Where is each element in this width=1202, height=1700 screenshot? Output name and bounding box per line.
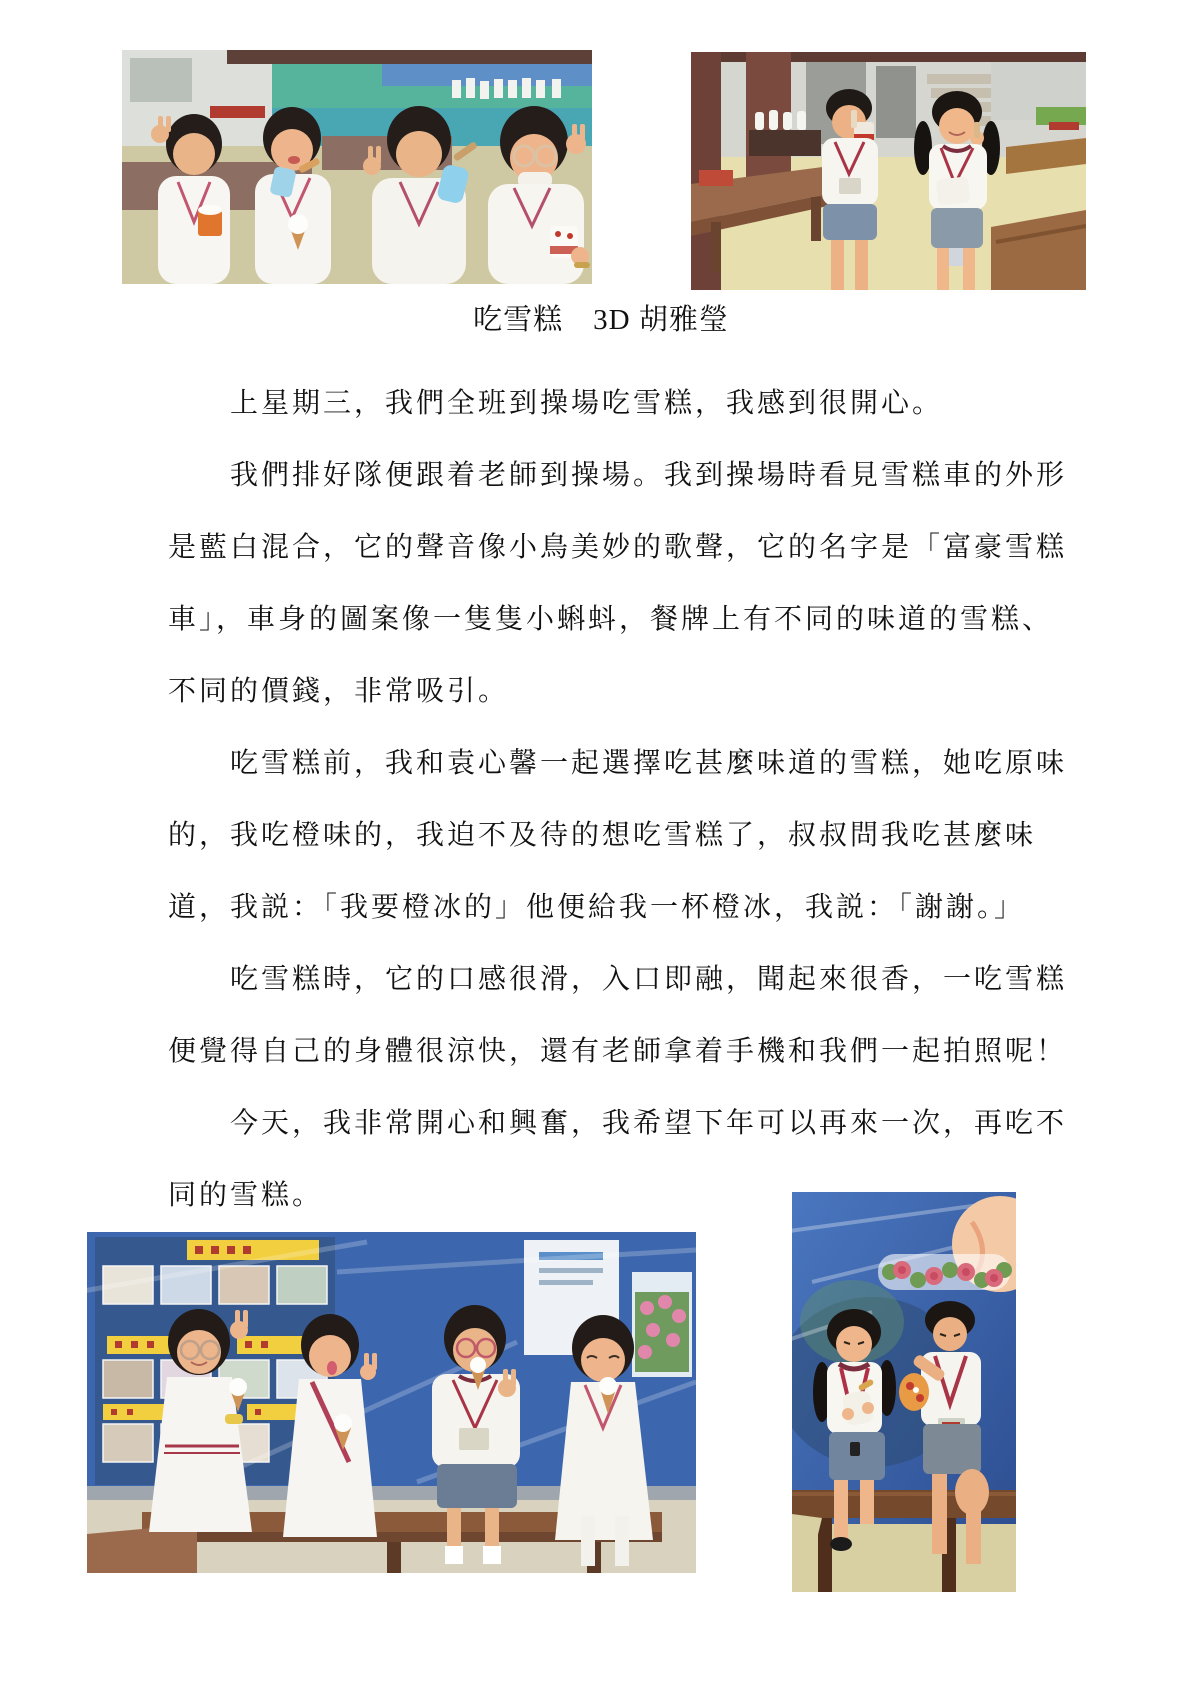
essay-line: 車」，車身的圖案像一隻隻小蝌蚪，餐牌上有不同的味道的雪糕、 — [168, 604, 1054, 635]
essay-line: 吃雪糕時，它的口感很滑，入口即融，聞起來很香，一吃雪糕 — [230, 964, 1068, 995]
photo-top-left-illustration — [122, 50, 592, 284]
photo-top-left — [122, 50, 592, 284]
essay-body — [168, 368, 1068, 1232]
essay-line: 是藍白混合，它的聲音像小鳥美妙的歌聲，它的名字是「富豪雪糕 — [168, 532, 1068, 563]
essay-line: 我們排好隊便跟着老師到操場。我到操場時看見雪糕車的外形 — [230, 460, 1068, 491]
photo-bottom-left-illustration — [87, 1232, 696, 1573]
essay-line: 便覺得自己的身體很涼快，還有老師拿着手機和我們一起拍照呢！ — [168, 1036, 1068, 1067]
essay-title: 吃雪糕 3D 胡雅瑩 — [473, 304, 729, 336]
essay-line: 同的雪糕。 — [168, 1180, 324, 1211]
essay-line: 上星期三，我們全班到操場吃雪糕，我感到很開心。 — [230, 388, 944, 419]
essay-line: 吃雪糕前，我和袁心馨一起選擇吃甚麼味道的雪糕，她吃原味 — [230, 748, 1068, 779]
photo-bottom-right — [792, 1192, 1016, 1592]
photo-bottom-right-illustration — [792, 1192, 1016, 1592]
essay-line: 不同的價錢，非常吸引。 — [168, 676, 510, 707]
photo-bottom-left — [87, 1232, 696, 1573]
essay-line: 的，我吃橙味的，我迫不及待的想吃雪糕了，叔叔問我吃甚麼味 — [168, 820, 1037, 851]
essay-line: 道，我説：「我要橙冰的」他便給我一杯橙冰，我説：「謝謝。」 — [168, 892, 1026, 923]
photo-top-right-illustration — [691, 52, 1086, 290]
photo-top-right — [691, 52, 1086, 290]
essay-line: 今天，我非常開心和興奮，我希望下年可以再來一次，再吃不 — [230, 1108, 1068, 1139]
